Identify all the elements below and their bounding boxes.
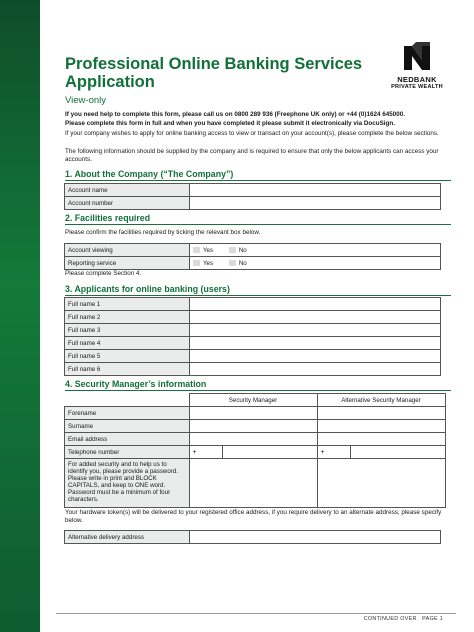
- account-number-label: Account number: [65, 197, 190, 210]
- reporting-service-label: Reporting service: [65, 257, 190, 270]
- section-2-heading: 2. Facilities required: [65, 213, 151, 223]
- section-2-divider: [65, 224, 451, 225]
- phone-country-code-field[interactable]: +: [189, 446, 223, 459]
- table-row: [65, 337, 441, 350]
- password-field[interactable]: [189, 459, 317, 508]
- alt-delivery-field[interactable]: [190, 531, 441, 544]
- full-name-1-field[interactable]: [190, 298, 441, 311]
- footer-divider: [56, 613, 456, 614]
- alt-delivery-label: Alternative delivery address: [65, 531, 190, 544]
- section-1-divider: [65, 180, 451, 181]
- table-row: [65, 324, 441, 337]
- table-row: [65, 350, 441, 363]
- full-name-5-field[interactable]: [190, 350, 441, 363]
- account-name-label: Account name: [65, 184, 190, 197]
- delivery-note: Your hardware token(s) will be delivered to your registered office address, if you require delivery to an alternate address, please specify below.: [65, 509, 442, 524]
- full-name-3-label: Full name 3: [65, 324, 190, 337]
- table-row: [65, 197, 441, 210]
- table-row: [65, 433, 446, 446]
- full-name-3-field[interactable]: [190, 324, 441, 337]
- section-4-note: Please complete Section 4.: [65, 270, 142, 277]
- full-name-6-label: Full name 6: [65, 363, 190, 376]
- facilities-table: [64, 243, 441, 270]
- nedbank-logo: [382, 42, 452, 90]
- full-name-2-label: Full name 2: [65, 311, 190, 324]
- delivery-table: [64, 530, 441, 544]
- requirement-text: The following information should be supplied by the company and is required to ensure that only the below applicants can access your accounts.: [65, 148, 439, 163]
- forename-label: Forename: [65, 407, 190, 420]
- password-note: For added security and to help us to identify you, please provide a password. Please write in print and BLOCK CAPITALS, and keep to ONE word. Password must be a minimum of four characters.: [65, 459, 190, 508]
- reporting-service-options: [190, 257, 441, 270]
- alt-email-field[interactable]: [317, 433, 445, 446]
- section-4-heading: 4. Security Manager’s information: [65, 379, 207, 389]
- page-number: PAGE 1: [422, 616, 443, 622]
- no-checkbox[interactable]: [229, 247, 236, 253]
- footer-text: [364, 616, 443, 622]
- account-number-field[interactable]: [190, 197, 441, 210]
- no-label: No: [238, 259, 247, 267]
- no-checkbox[interactable]: [229, 260, 236, 266]
- table-row: [65, 420, 446, 433]
- yes-label: Yes: [203, 259, 214, 267]
- full-name-2-field[interactable]: [190, 311, 441, 324]
- phone-number-field[interactable]: [223, 446, 317, 459]
- full-name-6-field[interactable]: [190, 363, 441, 376]
- nedbank-n-icon: [400, 42, 434, 74]
- submit-text: Please complete this form in full and when you have completed it please submit it electronically via DocuSign.: [65, 120, 395, 127]
- facilities-instruction: Please confirm the facilities required by ticking the relevant box below.: [65, 229, 261, 236]
- alt-security-manager-header: Alternative Security Manager: [317, 394, 445, 407]
- help-text: If you need help to complete this form, please call us on 0800 289 936 (Freephone UK only) or +44 (0)1624 645000.: [65, 111, 405, 118]
- table-row: [65, 244, 441, 257]
- table-row: [65, 394, 446, 407]
- green-side-band: [0, 0, 40, 632]
- company-table: [64, 183, 441, 210]
- section-3-divider: [65, 295, 451, 296]
- yes-checkbox[interactable]: [193, 247, 200, 253]
- logo-name: NEDBANK: [397, 75, 437, 84]
- alt-surname-field[interactable]: [317, 420, 445, 433]
- logo-subtitle: PRIVATE WEALTH: [391, 84, 443, 90]
- alt-phone-country-code-field[interactable]: +: [317, 446, 351, 459]
- full-name-1-label: Full name 1: [65, 298, 190, 311]
- table-row: [65, 363, 441, 376]
- table-row: [65, 459, 446, 508]
- form-page: [56, 0, 456, 632]
- security-manager-table: [64, 393, 446, 508]
- yes-checkbox[interactable]: [193, 260, 200, 266]
- table-row: [65, 531, 441, 544]
- full-name-4-label: Full name 4: [65, 337, 190, 350]
- empty-corner-cell: [65, 394, 190, 407]
- table-row: [65, 298, 441, 311]
- section-4-divider: [65, 390, 451, 391]
- full-name-4-field[interactable]: [190, 337, 441, 350]
- continued-over-label: CONTINUED OVER: [363, 616, 417, 622]
- surname-field[interactable]: [189, 420, 317, 433]
- full-name-5-label: Full name 5: [65, 350, 190, 363]
- section-1-heading: 1. About the Company (“The Company”): [65, 169, 234, 179]
- table-row: [65, 446, 446, 459]
- page-title: Professional Online Banking Services Application: [65, 55, 363, 91]
- account-viewing-options: [190, 244, 441, 257]
- yes-label: Yes: [203, 246, 214, 254]
- table-row: [65, 311, 441, 324]
- section-3-heading: 3. Applicants for online banking (users): [65, 284, 230, 294]
- security-manager-header: Security Manager: [189, 394, 317, 407]
- surname-label: Surname: [65, 420, 190, 433]
- alt-phone-number-field[interactable]: [351, 446, 445, 459]
- applicants-table: [64, 297, 441, 376]
- table-row: [65, 407, 446, 420]
- email-label: Email address: [65, 433, 190, 446]
- account-name-field[interactable]: [190, 184, 441, 197]
- no-label: No: [238, 246, 247, 254]
- table-row: [65, 257, 441, 270]
- alt-password-field[interactable]: [317, 459, 445, 508]
- telephone-label: Telephone number: [65, 446, 190, 459]
- view-only-label: View-only: [65, 95, 107, 106]
- email-field[interactable]: [189, 433, 317, 446]
- intro-text: If your company wishes to apply for online banking access to view or transact on your account(s), please complete the below sections.: [65, 130, 439, 137]
- account-viewing-label: Account viewing: [65, 244, 190, 257]
- forename-field[interactable]: [189, 407, 317, 420]
- alt-forename-field[interactable]: [317, 407, 445, 420]
- table-row: [65, 184, 441, 197]
